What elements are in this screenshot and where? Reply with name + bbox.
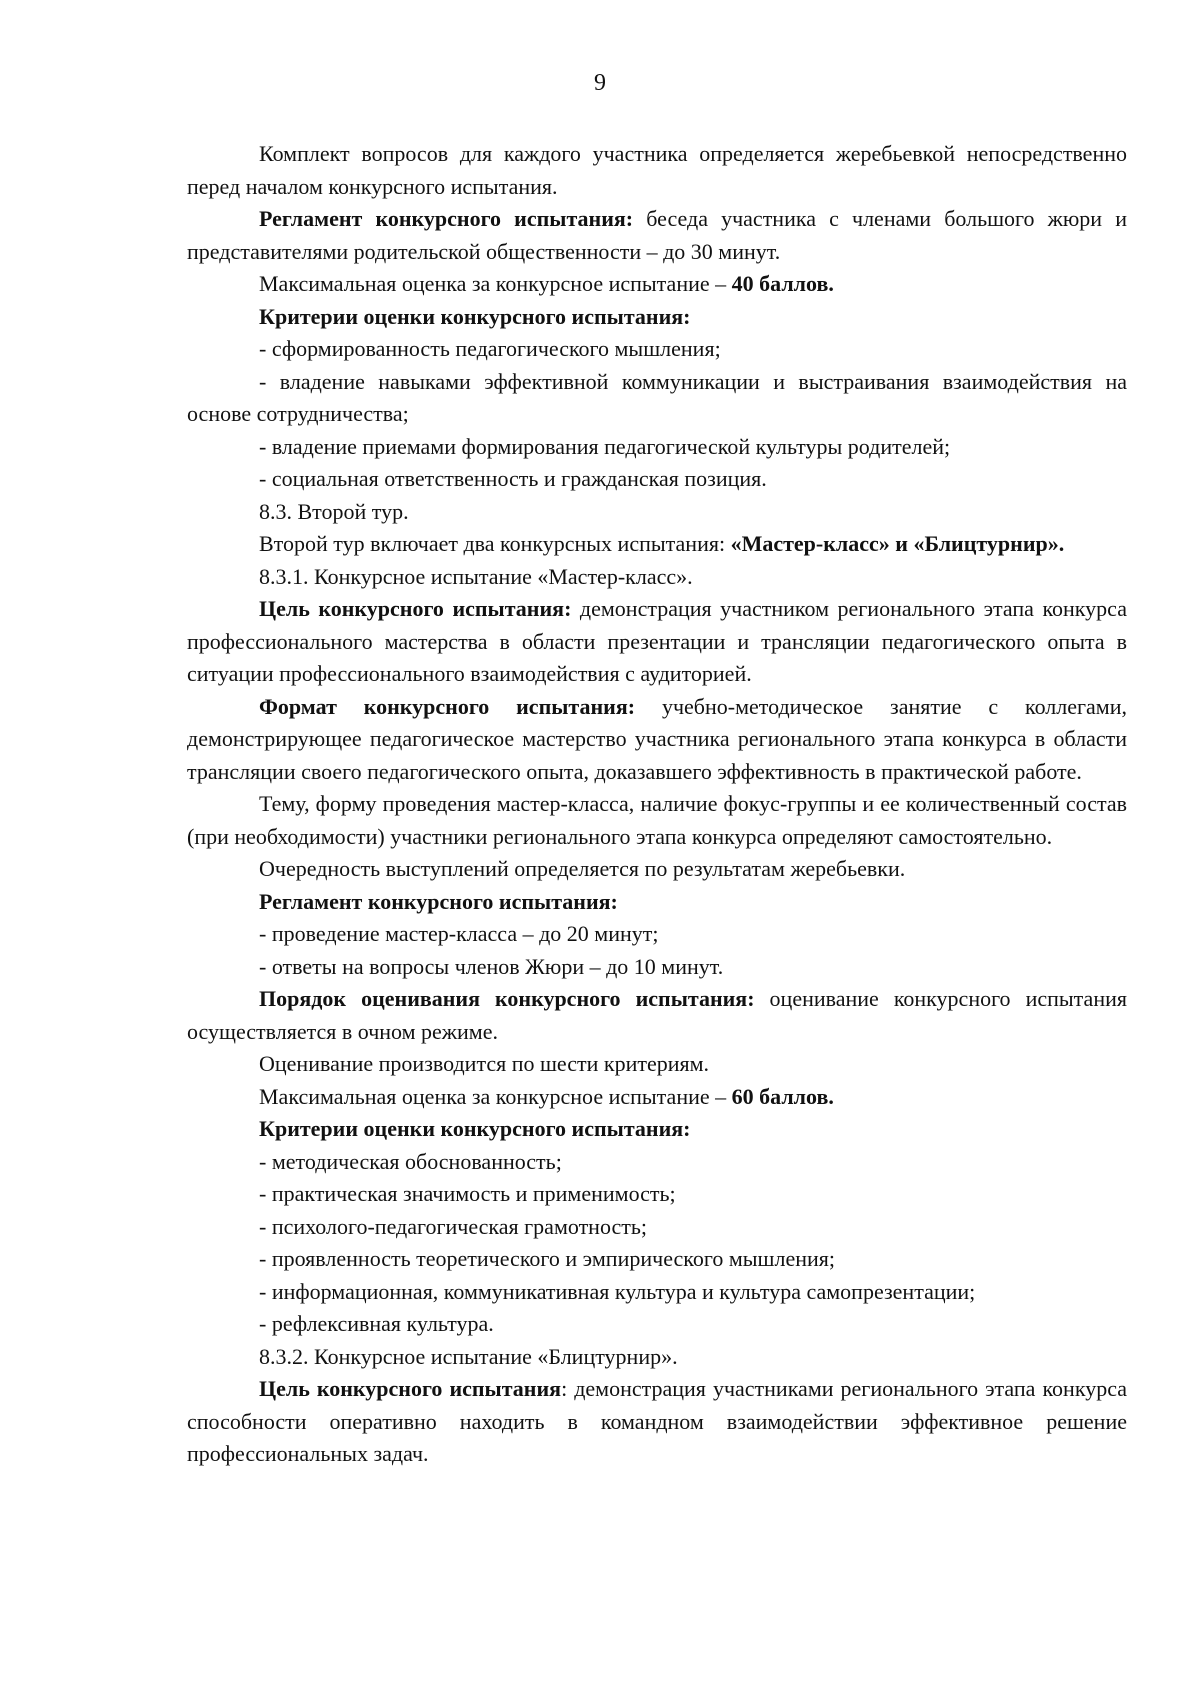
bold-text: «Мастер-класс» и «Блицтурнир». xyxy=(730,531,1065,556)
paragraph-p10 xyxy=(187,528,1127,561)
text-run: - ответы на вопросы членов Жюри – до 10 минут. xyxy=(259,953,724,979)
paragraph-p22 xyxy=(187,1113,1127,1146)
paragraph-p13 xyxy=(187,691,1127,789)
text-run: 8.3.1. Конкурсное испытание «Мастер-класс». xyxy=(259,563,693,589)
text-run: - проявленность теоретического и эмпирического мышления; xyxy=(259,1246,835,1271)
text-run: : демонстрация участниками регионального этапа конкурса способности оперативно находить в командном взаимодействии эффективное решение профессиональных задач. xyxy=(187,1376,1127,1466)
paragraph-p19 xyxy=(187,983,1127,1048)
text-run: беседа участника с членами большого жюри и представителями родительской общественности – до 30 минут. xyxy=(187,206,1127,264)
text-run: Комплект вопросов для каждого участника определяется жеребьевкой непосредственно перед началом конкурсного испытания. xyxy=(187,141,1127,199)
text-run: Тему, форму проведения мастер-класса, наличие фокус-группы и ее количественный состав (при необходимости) участники регионального этапа конкурса определяют самостоятельно. xyxy=(187,791,1127,849)
text-run: - психолого-педагогическая грамотность; xyxy=(259,1213,648,1239)
text-run: - практическая значимость и применимость; xyxy=(259,1181,676,1206)
paragraph-p28 xyxy=(187,1308,1127,1341)
text-run: Оценивание производится по шести критериям. xyxy=(259,1051,710,1076)
text-run: - сформированность педагогического мышления; xyxy=(259,336,721,361)
text-run: 8.3. Второй тур. xyxy=(259,498,409,524)
paragraph-p17 xyxy=(187,918,1127,951)
paragraph-p16 xyxy=(187,886,1127,919)
bold-text: Регламент конкурсного испытания: xyxy=(259,206,634,231)
text-run: Максимальная оценка за конкурсное испытание – xyxy=(259,271,732,296)
paragraph-p25 xyxy=(187,1211,1127,1244)
text-run: Максимальная оценка за конкурсное испытание – xyxy=(259,1083,732,1109)
paragraph-p27 xyxy=(187,1276,1127,1309)
paragraph-p23 xyxy=(187,1146,1127,1179)
bold-text: Цель конкурсного испытания: xyxy=(259,596,572,621)
paragraph-p2 xyxy=(187,203,1127,268)
text-run: - рефлексивная культура. xyxy=(259,1311,494,1336)
paragraph-p29 xyxy=(187,1341,1127,1374)
text-run: демонстрация участником регионального этапа конкурса профессионального мастерства в области презентации и трансляции педагогического опыта в ситуации профессионального взаимодействия с аудиторией. xyxy=(187,596,1127,686)
text-run: - владение навыками эффективной коммуникации и выстраивания взаимодействия на основе сотрудничества; xyxy=(187,368,1127,426)
bold-text: Критерии оценки конкурсного испытания: xyxy=(259,1116,691,1141)
bold-text: 60 баллов. xyxy=(731,1083,834,1109)
paragraph-p5 xyxy=(187,333,1127,366)
paragraph-p4 xyxy=(187,301,1127,334)
bold-text: Цель конкурсного испытания xyxy=(259,1376,562,1401)
paragraph-p20 xyxy=(187,1048,1127,1081)
paragraph-p26 xyxy=(187,1243,1127,1276)
paragraph-p1 xyxy=(187,138,1127,203)
document-body xyxy=(187,138,1127,1471)
paragraph-p7 xyxy=(187,431,1127,464)
paragraph-p18 xyxy=(187,951,1127,984)
paragraph-p14 xyxy=(187,788,1127,853)
paragraph-p6 xyxy=(187,366,1127,431)
paragraph-p12 xyxy=(187,593,1127,691)
text-run: оценивание конкурсного испытания осуществляется в очном режиме. xyxy=(187,986,1127,1044)
paragraph-p15 xyxy=(187,853,1127,886)
paragraph-p9 xyxy=(187,496,1127,529)
text-run: Второй тур включает два конкурсных испытания: xyxy=(259,531,731,556)
text-run: - информационная, коммуникативная культура и культура самопрезентации; xyxy=(259,1278,976,1304)
paragraph-p21 xyxy=(187,1081,1127,1114)
paragraph-p30 xyxy=(187,1373,1127,1471)
paragraph-p11 xyxy=(187,561,1127,594)
page-number: 9 xyxy=(594,70,606,96)
text-run: - проведение мастер-класса – до 20 минут; xyxy=(259,921,659,946)
bold-text: Формат конкурсного испытания: xyxy=(259,693,636,719)
text-run: учебно-методическое занятие с коллегами, демонстрирующее педагогическое мастерство участника регионального этапа конкурса в области трансляции своего педагогического опыта, доказавшего эффективность в практической работе. xyxy=(187,693,1127,784)
bold-text: Порядок оценивания конкурсного испытания: xyxy=(259,986,755,1011)
paragraph-p24 xyxy=(187,1178,1127,1211)
text-run: - владение приемами формирования педагогической культуры родителей; xyxy=(259,433,951,459)
paragraph-p3 xyxy=(187,268,1127,301)
bold-text: Регламент конкурсного испытания: xyxy=(259,888,618,914)
text-run: - методическая обоснованность; xyxy=(259,1148,562,1174)
text-run: - социальная ответственность и гражданская позиция. xyxy=(259,466,767,491)
text-run: 8.3.2. Конкурсное испытание «Блицтурнир». xyxy=(259,1343,678,1369)
paragraph-p8 xyxy=(187,463,1127,496)
bold-text: Критерии оценки конкурсного испытания: xyxy=(259,303,691,329)
bold-text: 40 баллов. xyxy=(731,271,834,296)
text-run: Очередность выступлений определяется по результатам жеребьевки. xyxy=(259,856,906,881)
